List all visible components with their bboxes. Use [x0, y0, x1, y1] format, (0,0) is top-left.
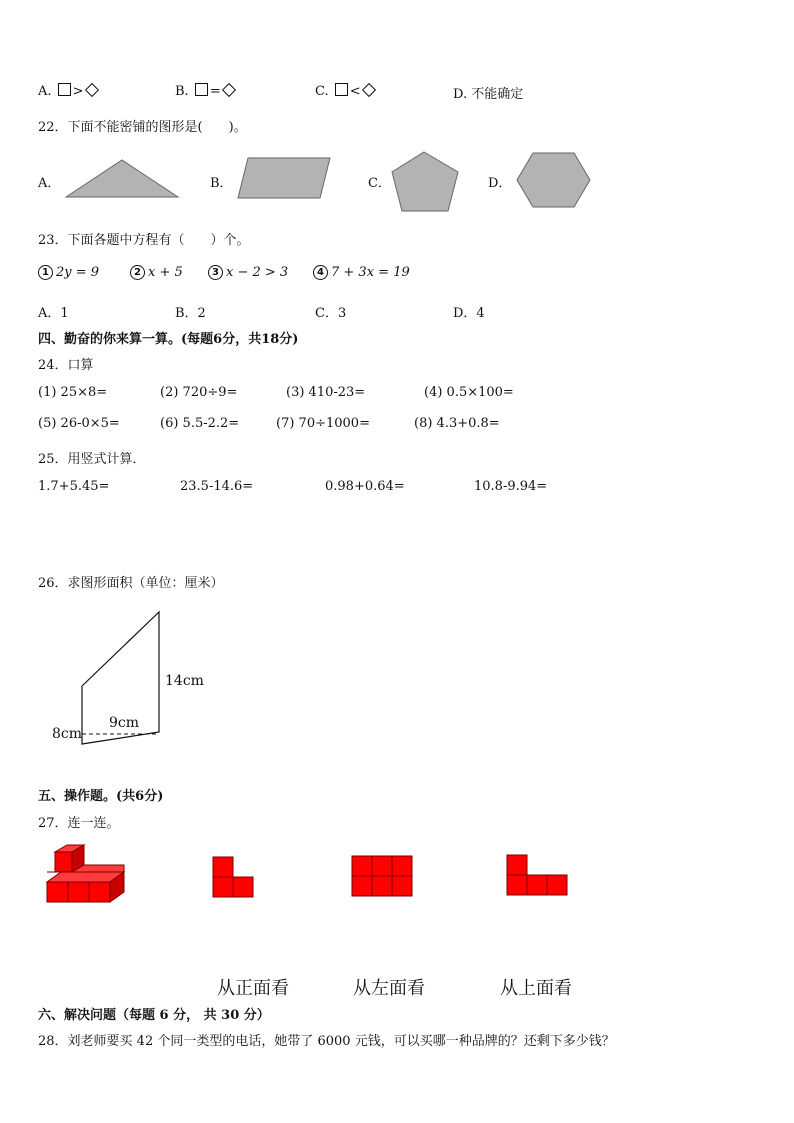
section5-heading: 五、操作题。(共6分) [38, 789, 164, 804]
q27-title: 27．连一连。 [38, 816, 120, 831]
q24-item-6: (6) 5.5-2.2= [160, 416, 240, 431]
q25-item-2: 23.5-14.6= [180, 479, 254, 494]
view-shape-l-small [213, 857, 253, 897]
view-label-front: 从正面看 [217, 978, 289, 999]
q24-item-3: (3) 410-23= [286, 385, 366, 400]
section6-heading: 六、解决问题（每题 6 分， 共 30 分） [38, 1008, 270, 1023]
q25-item-3: 0.98+0.64= [325, 479, 405, 494]
q21-option-d: D. 不能确定 [453, 87, 524, 102]
view-label-left: 从左面看 [353, 978, 425, 999]
q25-item-1: 1.7+5.45= [38, 479, 110, 494]
view-shape-l-long [507, 855, 567, 895]
section4-heading: 四、勤奋的你来算一算。(每题6分，共18分) [38, 332, 299, 347]
q25-title: 25．用竖式计算． [38, 452, 146, 467]
q21-option-b: B. = [175, 83, 237, 99]
q21-option-a: A. > [38, 83, 100, 99]
q24-item-1: (1) 25×8= [38, 385, 108, 400]
q23-option-c: C．3 [315, 306, 347, 321]
q22-option-b-label: B． [210, 176, 233, 191]
q24-item-7: (7) 70÷1000= [276, 416, 370, 431]
q23-item-1: 1 2y = 9 [38, 265, 99, 280]
q24-item-4: (4) 0.5×100= [424, 385, 514, 400]
cube-stack-3d [47, 845, 124, 902]
q23-item-3: 3 x − 2 > 3 [208, 265, 288, 280]
q23-item-4: 4 7 + 3x = 19 [313, 265, 410, 280]
q23-option-d: D．4 [453, 306, 485, 321]
q21-option-c: C. < [315, 83, 377, 99]
height-label: 9cm [109, 715, 140, 731]
q22-option-c-label: C． [368, 176, 391, 191]
q25-item-4: 10.8-9.94= [474, 479, 548, 494]
q28-question: 28．刘老师要买 42 个同一类型的电话，她带了 6000 元钱，可以买哪一种品牌的？还剩下多少钱？ [38, 1034, 615, 1049]
q24-item-5: (5) 26-0×5= [38, 416, 120, 431]
q23-option-a: A．1 [38, 306, 69, 321]
q24-title: 24．口算 [38, 358, 94, 373]
q26-title: 26．求图形面积（单位：厘米） [38, 576, 224, 591]
q22-question: 22．下面不能密铺的图形是( )。 [38, 120, 247, 135]
q24-item-8: (8) 4.3+0.8= [414, 416, 500, 431]
q22-option-a-label: A． [38, 176, 61, 191]
left-side-label: 8cm [52, 726, 83, 742]
q23-option-b: B．2 [175, 306, 206, 321]
view-label-top: 从上面看 [500, 978, 572, 999]
view-shape-grid [352, 856, 412, 896]
q24-item-2: (2) 720÷9= [160, 385, 238, 400]
q23-question: 23．下面各题中方程有（ ）个。 [38, 233, 250, 248]
q23-item-2: 2 x + 5 [130, 265, 183, 280]
q22-option-d-label: D． [488, 176, 512, 191]
right-side-label: 14cm [165, 673, 204, 689]
